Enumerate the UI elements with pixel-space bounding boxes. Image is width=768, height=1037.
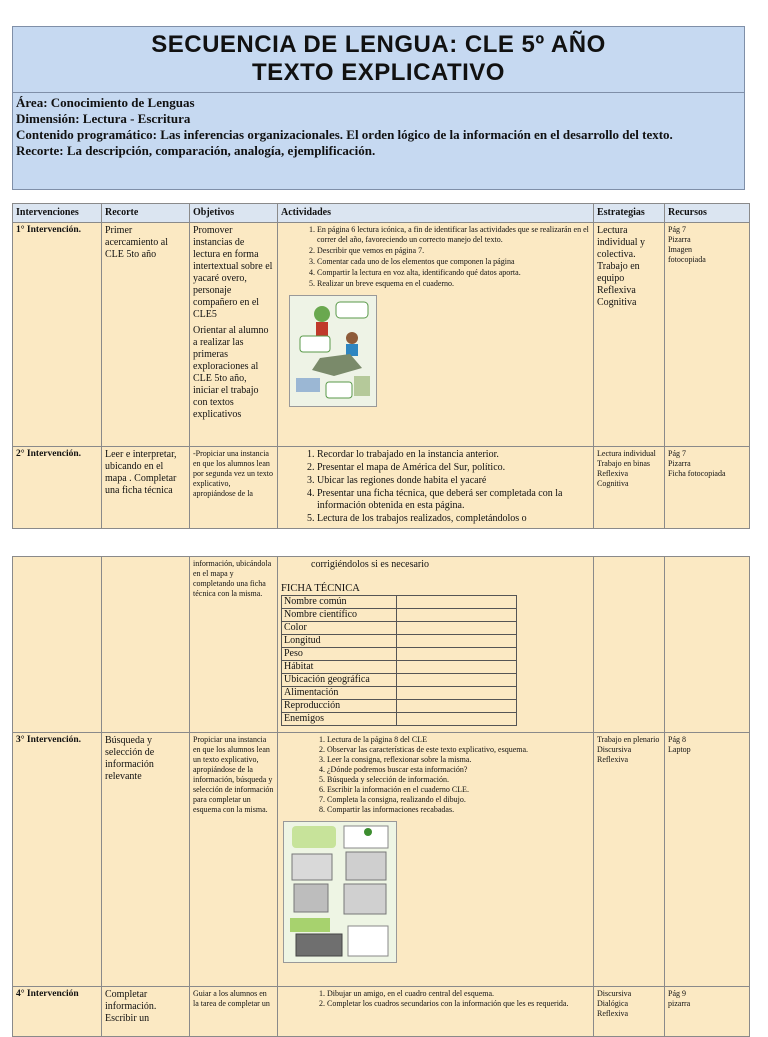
cle-page-8-image <box>283 821 397 963</box>
ficha-label: Hábitat <box>282 661 397 674</box>
intervencion-cell: 2° Intervención. <box>13 447 102 529</box>
ficha-value <box>397 661 517 674</box>
actividades-cell <box>278 447 594 529</box>
recurso-item: pizarra <box>668 999 691 1008</box>
recurso-item: Laptop <box>668 745 691 754</box>
yacare-illustration <box>290 296 376 406</box>
plan-table-1 <box>12 203 750 529</box>
area-line: Área: Conocimiento de Lenguas <box>16 95 195 110</box>
list-item: 1. Lectura de la página 8 del CLE <box>327 735 590 745</box>
recursos-cell <box>665 223 750 447</box>
ficha-label: Reproducción <box>282 700 397 713</box>
ficha-label: Longitud <box>282 635 397 648</box>
estrategias-cell <box>594 557 665 733</box>
table-row <box>13 987 750 1037</box>
intervencion-cell: 3° Intervención. <box>13 733 102 987</box>
ficha-value <box>397 596 517 609</box>
ficha-label: Ubicación geográfica <box>282 674 397 687</box>
col-header-recursos: Recursos <box>665 204 750 223</box>
list-item: 7. Completa la consigna, realizando el dibujo. <box>327 795 590 805</box>
list-item: 8. Compartir las informaciones recabadas. <box>327 805 590 815</box>
list-item: 3. Leer la consigna, reflexionar sobre la misma. <box>327 755 590 765</box>
recurso-item: Pág 8 <box>668 735 686 744</box>
ficha-value <box>397 713 517 726</box>
title-separator <box>13 92 744 93</box>
list-item: 5. Lectura de los trabajos realizados, completándolos o <box>317 513 590 525</box>
recurso-item: Pizarra <box>668 459 691 468</box>
recorte-cell: Leer e interpretar, ubicando en el mapa . Completar una ficha técnica <box>102 447 190 529</box>
actividades-list <box>281 449 590 525</box>
ficha-label: Color <box>282 622 397 635</box>
recursos-cell <box>665 987 750 1037</box>
ficha-value <box>397 622 517 635</box>
intervencion-cell: 1° Intervención. <box>13 223 102 447</box>
recursos-cell <box>665 733 750 987</box>
dimension-line: Dimensión: Lectura - Escritura <box>16 111 191 126</box>
list-item: 1. Recordar lo trabajado en la instancia anterior. <box>317 449 590 461</box>
list-item: 1. Dibujar un amigo, en el cuadro central del esquema. <box>327 989 590 999</box>
recurso-item: Pág 9 <box>668 989 686 998</box>
table-row <box>13 223 750 447</box>
ficha-value <box>397 609 517 622</box>
cle-page-illustration <box>284 822 396 962</box>
ficha-label: Peso <box>282 648 397 661</box>
col-header-estrategias: Estrategias <box>594 204 665 223</box>
recursos-cell <box>665 557 750 733</box>
objetivos-cell: información, ubicándola en el mapa y completando una ficha técnica con la misma. <box>190 557 278 733</box>
objetivo-text: Promover instancias de lectura en forma intertextual sobre el yacaré overo, personaje compañero en el CLE5 <box>193 225 273 320</box>
recorte-cell <box>102 557 190 733</box>
ficha-label: Enemigos <box>282 713 397 726</box>
recorte-cell: Búsqueda y selección de información relevante <box>102 733 190 987</box>
list-item: 3. Ubicar las regiones donde habita el yacaré <box>317 475 590 487</box>
actividades-list <box>281 989 590 1009</box>
intervencion-cell: 4° Intervención <box>13 987 102 1037</box>
ficha-value <box>397 648 517 661</box>
plan-table-2 <box>12 556 750 1037</box>
recorte-line: Recorte: La descripción, comparación, analogía, ejemplificación. <box>16 143 376 158</box>
recurso-item: Pág 7 <box>668 449 686 458</box>
recurso-item: Pág 7 <box>668 225 686 234</box>
yacare-page-image <box>289 295 377 407</box>
estrategias-cell: Discursiva Dialógica Reflexiva <box>594 987 665 1037</box>
col-header-recorte: Recorte <box>102 204 190 223</box>
recorte-cell: Completar información. Escribir un <box>102 987 190 1037</box>
recursos-cell <box>665 447 750 529</box>
actividades-cell <box>278 223 594 447</box>
list-item: 5. Realizar un breve esquema en el cuaderno. <box>317 279 590 289</box>
list-item: 2. Completar los cuadros secundarios con la información que les es requerida. <box>327 999 590 1009</box>
list-item: 2. Presentar el mapa de América del Sur, político. <box>317 462 590 474</box>
list-item: 4. ¿Dónde podremos buscar esta información? <box>327 765 590 775</box>
table-row <box>13 557 750 733</box>
title-line-2: TEXTO EXPLICATIVO <box>252 59 505 86</box>
list-item: 2. Describir que vemos en página 7. <box>317 246 590 256</box>
ficha-title: FICHA TÉCNICA <box>281 583 360 594</box>
ficha-tecnica-table <box>281 595 517 726</box>
list-item: 3. Comentar cada uno de los elementos que componen la página <box>317 257 590 267</box>
col-header-objetivos: Objetivos <box>190 204 278 223</box>
estrategias-cell: Lectura individual y colectiva. Trabajo en equipo Reflexiva Cognitiva <box>594 223 665 447</box>
actividades-cell <box>278 733 594 987</box>
title-line-1: SECUENCIA DE LENGUA: CLE 5º AÑO <box>151 31 606 58</box>
col-header-intervenciones: Intervenciones <box>13 204 102 223</box>
objetivo-text: Orientar al alumno a realizar las primeras exploraciones al CLE 5to año, iniciar el trabajo con textos explicativos <box>193 325 269 420</box>
actividad-continuation: corrigiéndolos si es necesario <box>311 559 430 570</box>
list-item: 4. Compartir la lectura en voz alta, identificando qué datos aporta. <box>317 268 590 278</box>
objetivos-cell: Propiciar una instancia en que los alumnos lean un texto explicativo, apropiándose de la información, búsqueda y selección de información para completar un esquema con la misma. <box>190 733 278 987</box>
contenido-line: Contenido programático: Las inferencias organizacionales. El orden lógico de la información en el desarrollo del texto. <box>16 127 673 142</box>
objetivos-cell: Guiar a los alumnos en la tarea de completar un <box>190 987 278 1037</box>
recurso-item: Imagen <box>668 245 692 254</box>
recorte-cell: Primer acercamiento al CLE 5to año <box>102 223 190 447</box>
recurso-item: fotocopiada <box>668 255 706 264</box>
ficha-value <box>397 674 517 687</box>
estrategias-cell: Trabajo en plenario Discursiva Reflexiva <box>594 733 665 987</box>
intervencion-cell <box>13 557 102 733</box>
header-box <box>12 26 745 190</box>
table-row <box>13 733 750 987</box>
recurso-item: Ficha fotocopiada <box>668 469 726 478</box>
list-item: 2. Observar las características de este texto explicativo, esquema. <box>327 745 590 755</box>
estrategias-cell: Lectura individual Trabajo en binas Reflexiva Cognitiva <box>594 447 665 529</box>
actividades-list <box>281 225 590 289</box>
ficha-value <box>397 635 517 648</box>
ficha-value <box>397 700 517 713</box>
ficha-label: Nombre común <box>282 596 397 609</box>
recurso-item: Pizarra <box>668 235 691 244</box>
header-meta <box>16 95 673 159</box>
col-header-actividades: Actividades <box>278 204 594 223</box>
actividades-cell <box>278 987 594 1037</box>
list-item: 5. Búsqueda y selección de información. <box>327 775 590 785</box>
table-row <box>13 447 750 529</box>
actividades-cell <box>278 557 594 733</box>
objetivos-cell: -Propiciar una instancia en que los alumnos lean por segunda vez un texto explicativo, apropiándose de la <box>190 447 278 529</box>
ficha-value <box>397 687 517 700</box>
objetivos-cell <box>190 223 278 447</box>
actividades-list <box>281 735 590 815</box>
list-item: 1. En página 6 lectura icónica, a fin de identificar las actividades que se realizarán en el correr del año, favoreciendo un correcto manejo del texto. <box>317 225 590 245</box>
ficha-label: Nombre científico <box>282 609 397 622</box>
list-item: 6. Escribir la información en el cuaderno CLE. <box>327 785 590 795</box>
ficha-label: Alimentación <box>282 687 397 700</box>
list-item: 4. Presentar una ficha técnica, que deberá ser completada con la información obtenida en esta página. <box>317 488 590 512</box>
